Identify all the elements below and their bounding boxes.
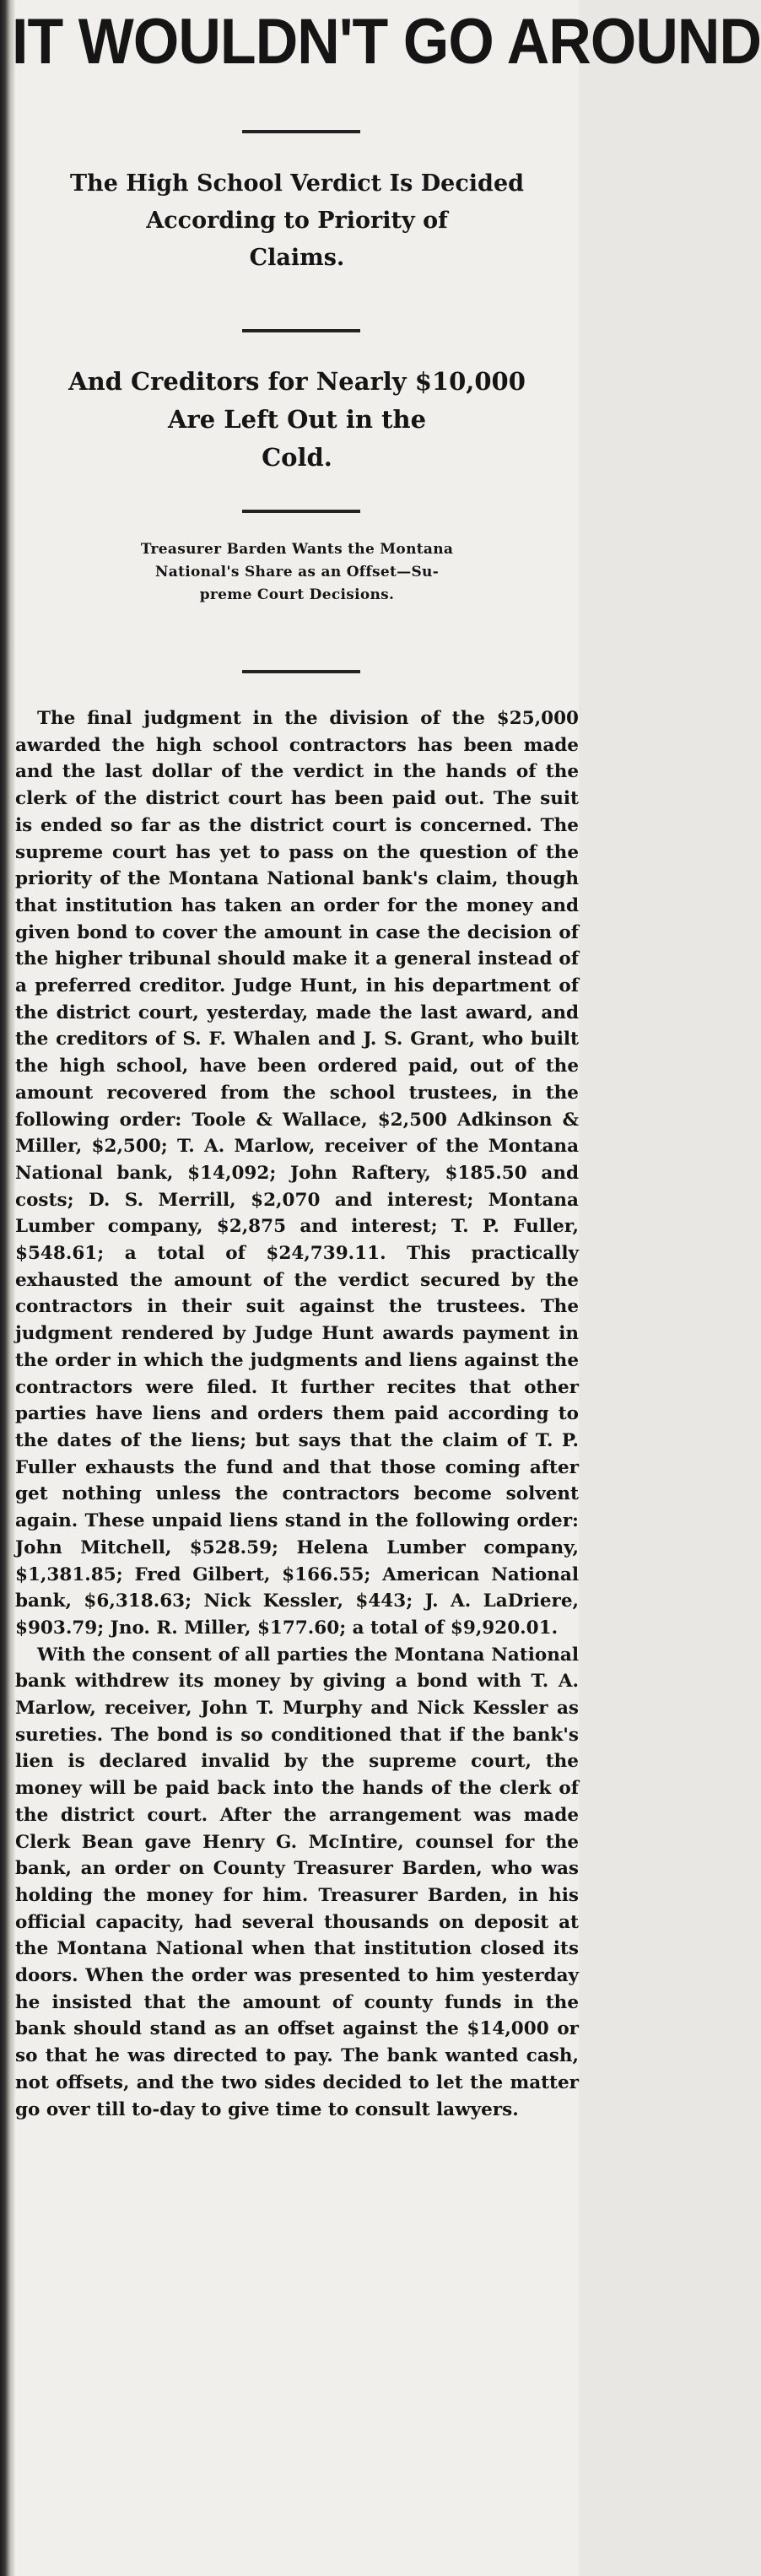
subheadline-3-line-2: National's Share as an Offset—Su- [154, 564, 440, 581]
subheadline-2-line-1: And Creditors for Nearly $10,000 [68, 367, 526, 396]
divider-rule [242, 130, 360, 133]
subheadline-3-line-3: preme Court Decisions. [199, 586, 395, 603]
subheadline-1-line-2: According to Priority of [146, 208, 448, 234]
divider-rule [242, 510, 360, 513]
divider-rule [242, 329, 360, 332]
subheadline-1-line-1: The High School Verdict Is Decided [70, 170, 524, 197]
article-body [15, 705, 579, 2123]
article-paragraph-2: With the consent of all parties the Montana National bank withdrew its money by giving a bond with T. A. Marlow, receiver, John T. Murphy and Nick Kessler as sureties. The bond is so conditioned that if the bank's lien is declared invalid by the supreme court, the money will be paid back into the hands of the clerk of the district court. After the arrangement was made Clerk Bean gave Henry G. McIntire, counsel for the bank, an order on County Treasurer Barden, who was holding the money for him. Treasurer Barden, in his official capacity, had several thousands on deposit at the Montana National when that institution closed its doors. When the order was presented to him yesterday he insisted that the amount of county funds in the bank should stand as an offset against the $14,000 or so that he was directed to pay. The bank wanted cash, not offsets, and the two sides decided to let the matter go over till to-day to give time to consult lawyers. [15, 1644, 579, 2120]
subheadline-1 [15, 165, 579, 277]
divider-rule [242, 670, 360, 673]
subheadline-3 [15, 538, 579, 607]
subheadline-2-line-2: Are Left Out in the [167, 405, 427, 434]
article-paragraph-1: The final judgment in the division of the $25,000 awarded the high school contractors has been made and the last dollar of the verdict in the hands of the clerk of the district court has been paid out. The suit is ended so far as the district court is concerned. The supreme court has yet to pass on the question of the priority of the Montana National bank's claim, though that institution has taken an order for the money and given bond to cover the amount in case the decision of the higher tribunal should make it a general instead of a preferred creditor. Judge Hunt, in his department of the district court, yesterday, made the last award, and the creditors of S. F. Whalen and J. S. Grant, who built the high school, have been ordered paid, out of the amount recovered from the school trustees, in the following order: Toole & Wallace, $2,500 Adkinson & Miller, $2,500; T. A. Marlow, receiver of the Montana National bank, $14,092; John Raftery, $185.50 and costs; D. S. Merrill, $2,070 and interest; Montana Lumber company, $2,875 and interest; T. P. Fuller, $548.61; a total of $24,739.11. This practically exhausted the amount of the verdict secured by the contractors in their suit against the trustees. The judgment rendered by Judge Hunt awards payment in the order in which the judgments and liens against the contractors were filed. It further recites that other parties have liens and orders them paid according to the dates of the liens; but says that the claim of T. P. Fuller exhausts the fund and that those coming after get nothing unless the contractors become solvent again. These unpaid liens stand in the following order: John Mitchell, $528.59; Helena Lumber company, $1,381.85; Fred Gilbert, $166.55; American National bank, $6,318.63; Nick Kessler, $443; J. A. LaDriere, $903.79; Jno. R. Miller, $177.60; a total of $9,920.01. [15, 708, 579, 1639]
page-edge [0, 0, 15, 2576]
subheadline-1-line-3: Claims. [249, 245, 345, 271]
subheadline-2 [15, 363, 579, 477]
subheadline-3-line-1: Treasurer Barden Wants the Montana [140, 541, 454, 558]
headline: IT WOULDN'T GO AROUND [12, 6, 761, 78]
subheadline-2-line-3: Cold. [262, 443, 332, 472]
